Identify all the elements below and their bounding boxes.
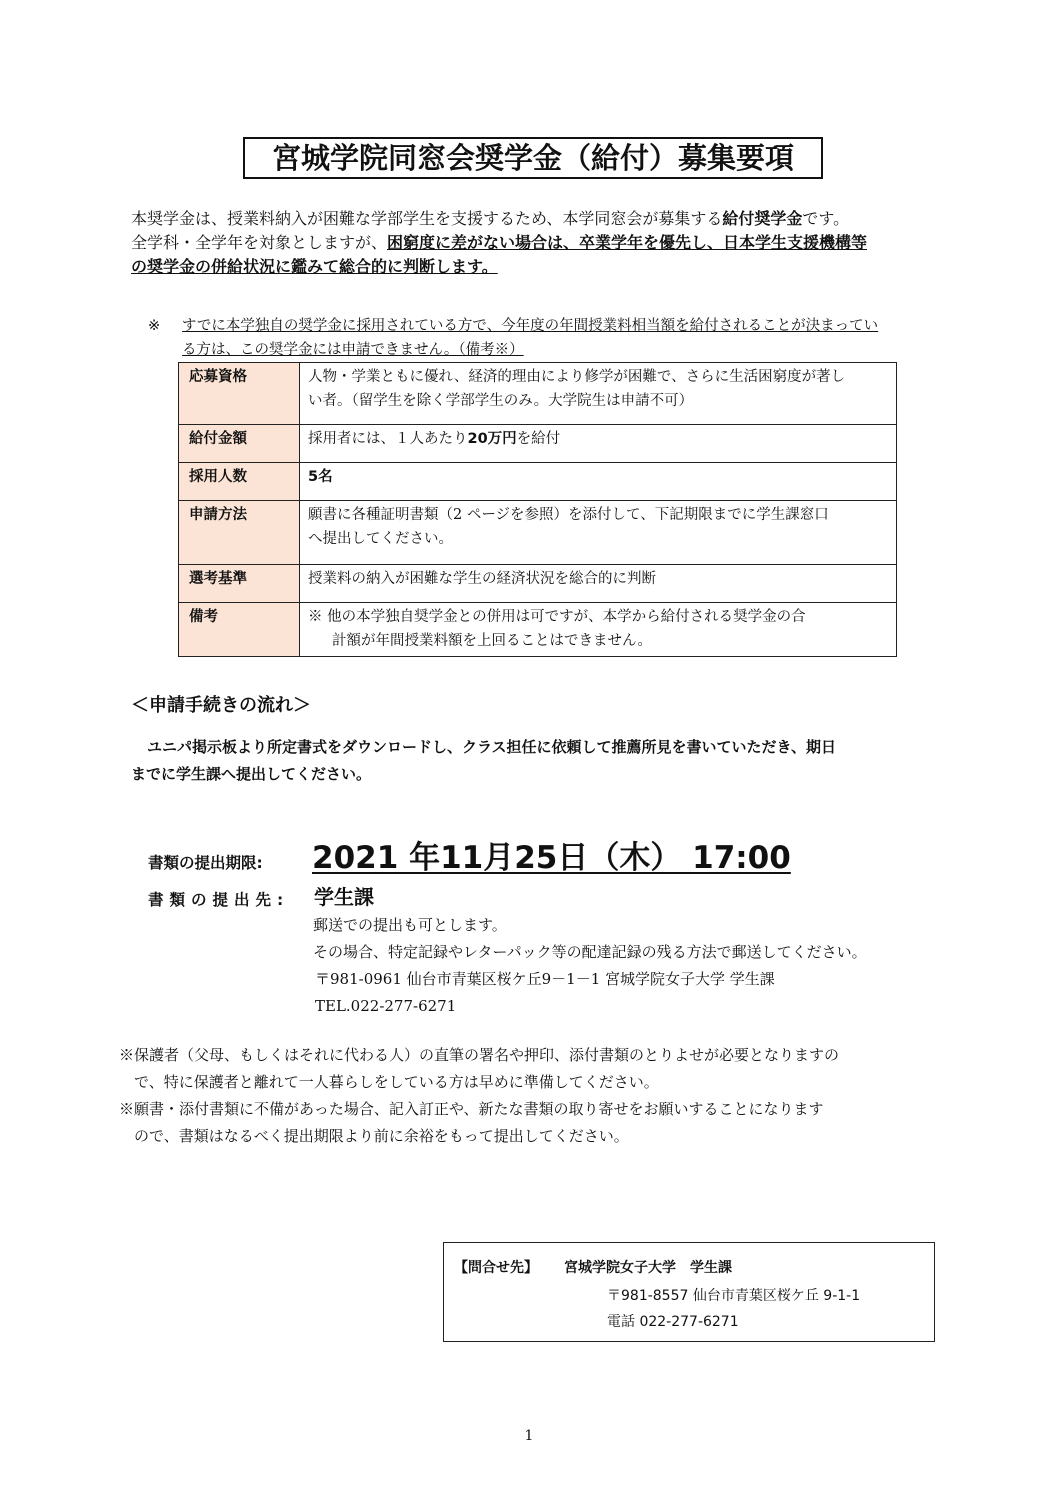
- intro-paragraph: [131, 207, 931, 279]
- intro-line-3: の奨学金の併給状況に鑑みて総合的に判断します。: [131, 257, 498, 276]
- contact-organization: 宮城学院女子大学 学生課: [564, 1260, 732, 1276]
- row-head: 申請方法: [179, 501, 300, 565]
- table-row: [179, 501, 897, 565]
- row-head: 備考: [179, 603, 300, 657]
- mail-address: 〒981-0961 仙台市青葉区桜ケ丘9－1－1 宮城学院女子大学 学生課: [315, 970, 775, 988]
- intro-line-2: 全学科・全学年を対象としますが、困窮度に差がない場合は、卒業学年を優先し、日本学生支援機構等: [131, 233, 868, 252]
- deadline-value: 2021 年11月25日（木） 17:00: [312, 840, 791, 876]
- mail-instructions: 郵送での提出も可とします。 その場合、特定記録やレターパック等の配達記録の残る方法で郵送してください。 〒981-0961 仙台市青葉区桜ケ丘9－1－1 宮城学院女子大学 学生課 TEL.022-277-6271: [313, 912, 867, 1020]
- destination-value: 学生課: [314, 885, 374, 909]
- intro-line-1: 本奨学金は、授業料納入が困難な学部学生を支援するため、本学同窓会が募集する給付奨学金です。: [131, 209, 850, 228]
- row-value: [300, 463, 897, 501]
- table-row: [179, 363, 897, 425]
- contact-phone: 電話 022-277-6271: [607, 1314, 739, 1330]
- highlight-grant-type: 給付奨学金: [722, 209, 803, 228]
- row-head: 採用人数: [179, 463, 300, 501]
- row-value: ※ 他の本学独自奨学金との併用は可ですが、本学から給付される奨学金の合 計額が年間授業料額を上回ることはできません。: [300, 603, 897, 657]
- note-line-1: すでに本学独自の奨学金に採用されている方で、今年度の年間授業料相当額を給付されることが決まってい: [182, 318, 879, 334]
- flow-description: ユニパ掲示板より所定書式をダウンロードし、クラス担任に依頼して推薦所見を書いていただき、期日 までに学生課へ提出してください。: [131, 738, 836, 783]
- requirements-table: [178, 362, 897, 657]
- table-row: [179, 603, 897, 657]
- selection-priority-text: 困窮度に差がない場合は、卒業学年を優先し、日本学生支援機構等: [387, 233, 868, 252]
- row-value: 授業料の納入が困難な学生の経済状況を総合的に判断: [300, 565, 897, 603]
- row-value: 採用者には、１人あたり20万円を給付: [300, 425, 897, 463]
- destination-label: 書類の提出先:: [148, 891, 290, 909]
- mail-phone: TEL.022-277-6271: [315, 997, 457, 1015]
- note-mark: ※: [148, 318, 161, 334]
- eligibility-note: [148, 314, 938, 362]
- contact-label: 【問合せ先】: [454, 1260, 538, 1276]
- deadline-label: 書類の提出期限:: [148, 854, 263, 872]
- recipient-count: 5名: [308, 469, 333, 485]
- table-row: [179, 425, 897, 463]
- row-head: 応募資格: [179, 363, 300, 425]
- row-value: 人物・学業ともに優れ、経済的理由により修学が困難で、さらに生活困窮度が著し い者。（留学生を除く学部学生のみ。大学院生は申請不可）: [300, 363, 897, 425]
- note-line-2: る方は、この奨学金には申請できません。（備考※）: [182, 342, 524, 358]
- contact-address: 〒981-8557 仙台市青葉区桜ケ丘 9-1-1: [607, 1288, 861, 1304]
- page-number: 1: [524, 1428, 534, 1444]
- document-title: 宮城学院同窓会奨学金（給付）募集要項: [243, 137, 823, 179]
- contact-box: [443, 1242, 935, 1342]
- cautions: ※保護者（父母、もしくはそれに代わる人）の直筆の署名や押印、添付書類のとりよせが必要となりますの で、特に保護者と離れて一人暮らしをしている方は早めに準備してください。 ※願書・添付書類に不備があった場合、記入訂正や、新たな書類の取り寄せをお願いすることになります ので、書類はなるべく提出期限より前に余裕をもって提出してください。: [119, 1046, 840, 1145]
- row-head: 選考基準: [179, 565, 300, 603]
- row-value: 願書に各種証明書類（2 ページを参照）を添付して、下記期限までに学生課窓口 へ提出してください。: [300, 501, 897, 565]
- table-row: [179, 565, 897, 603]
- flow-heading: ＜申請手続きの流れ＞: [131, 695, 311, 716]
- grant-amount: 20万円: [467, 431, 517, 447]
- table-row: [179, 463, 897, 501]
- row-head: 給付金額: [179, 425, 300, 463]
